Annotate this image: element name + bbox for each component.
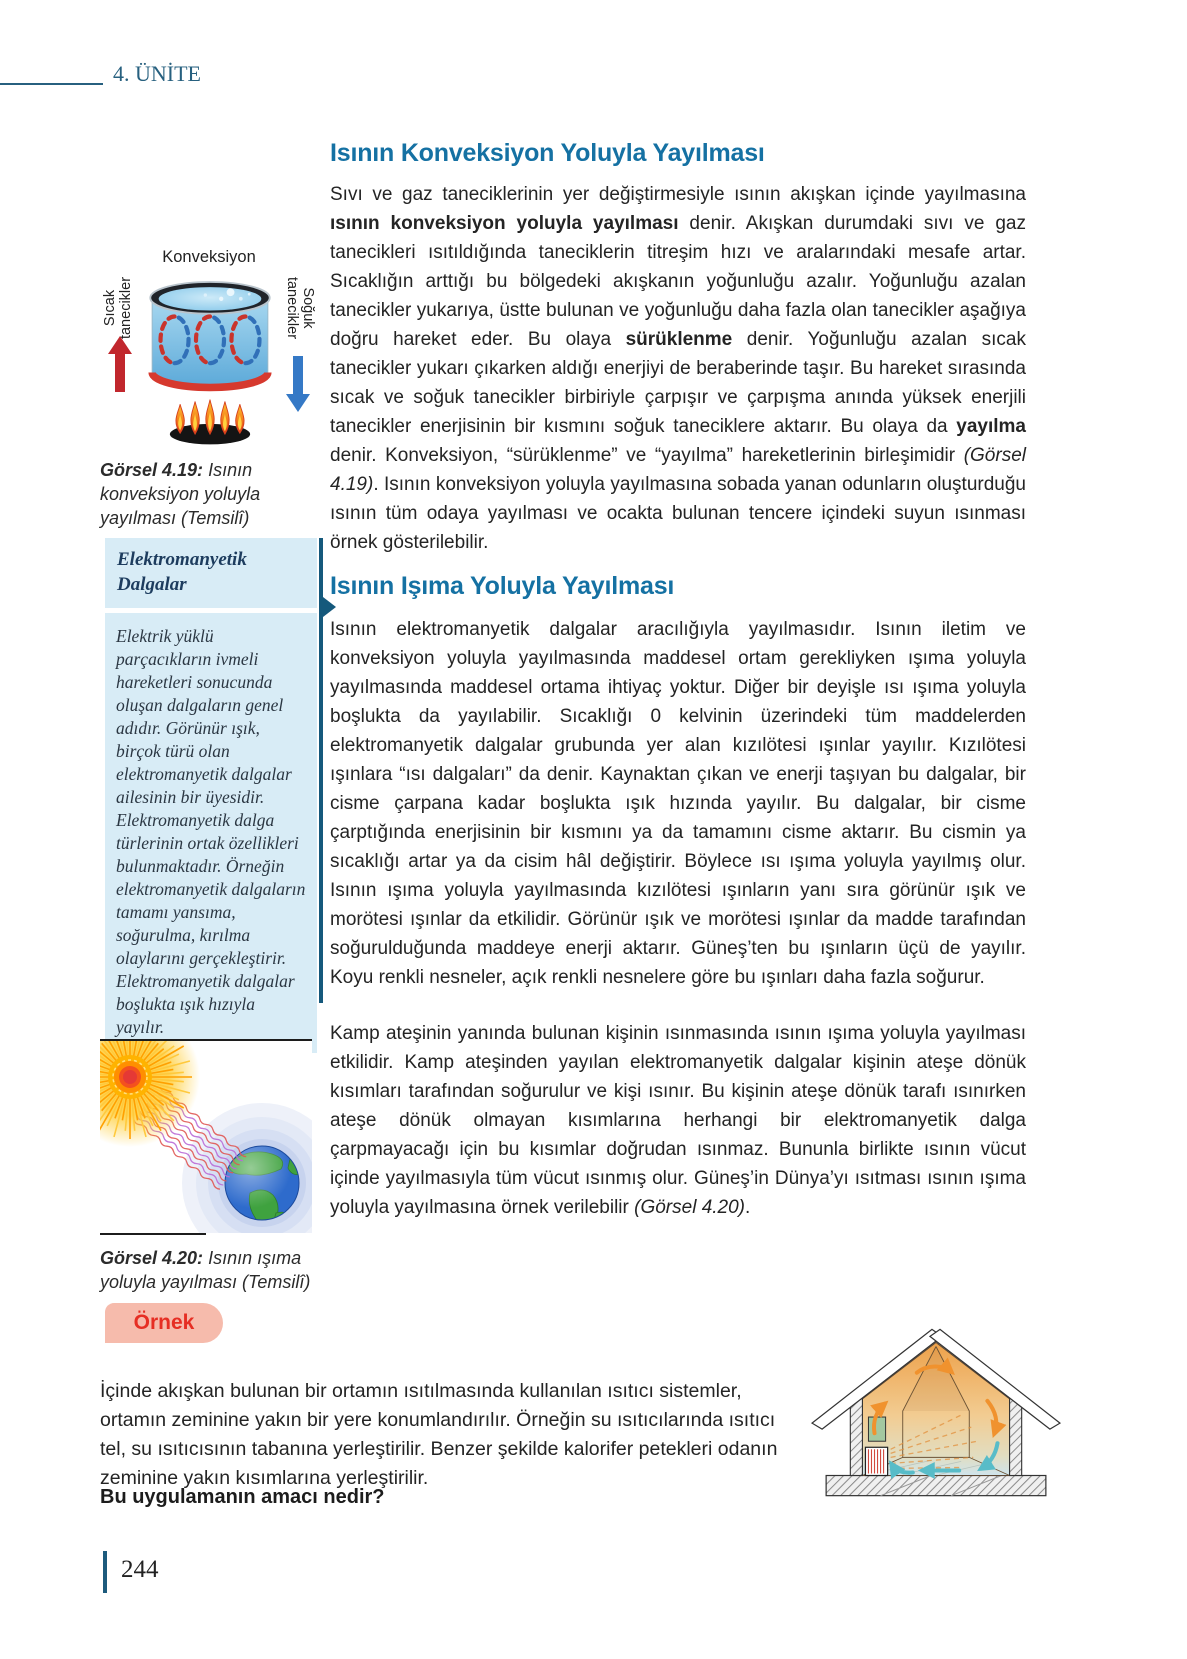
isima-paragraph-1: Isının elektromanyetik dalgalar aracılığıyla yayılmasıdır. Isının iletim ve konveksiyon yoluyla yayılmasında maddesel ortam gerekliyken ışıma yoluyla yayılmasında maddesel ortama ihtiyaç yoktur. Diğer bir deyişle ısı ışıma yoluyla boşlukta da yayılabilir. Sıcaklığı 0 kelvinin üzerindeki tüm maddelerden elektromanyetik dalgalar grubunda yer alan kızılötesi ışınlar yayılır. Kızılötesi ışınlara “ısı dalgaları” da denir. Kaynaktan çıkan ve enerji taşıyan bu dalgalar, bir cisme çarpana kadar boşlukta ışık hızında yayılır. Bu dalgalar, bir cisme çarptığında enerjisinin bir kısmını ya da tamamını cisme aktarır. Bu cismin ya sıcaklığı artar ya da cisim hâl değiştirir. Böylece ısı ışıma yoluyla yayılmış olur. Isının ışıma yoluyla yayılmasında kızılötesi ışınların yanı sıra görünür ışık ve morötesi ışınlar da etkilidir. Görünür ışık ve morötesi ışınlar da madde tarafından soğurulduğunda maddeye enerji aktarır. Güneş’ten bu ışınların üçü de yayılır. Koyu renkli nesneler, açık renkli nesnelere göre bu ışınları daha fazla soğurur. (330, 619, 1026, 988)
isima-paragraph-2: Kamp ateşinin yanında bulunan kişinin ısınmasında ısının ışıma yoluyla yayılması etkilidir. Kamp ateşinden yayılan elektromanyetik dalgalar kişinin ateşe dönük kısımları tarafından soğurulur ve kişi ısınır. Bu kişinin ateşe dönük tarafı ısınırken ateşe dönük olmayan kısımlarına herhangi bir elektromanyetik dalga çarpmayacağı için bu kısımlar doğrudan ısınmaz. Bununla birlikte ısının vücut içinde yayılmasıyla tüm vücut ısınmış olur. Güneş’in Dünya’yı ısıtması ısının ışıma yoluyla yayılmasına örnek verilebilir (Görsel 4.20). (330, 1023, 1026, 1218)
konveksiyon-paragraph: Sıvı ve gaz taneciklerinin yer değiştirmesiyle ısının akışkan içinde yayılmasına ısının konveksiyon yoluyla yayılması denir. Akışkan durumdaki sıvı ve gaz tanecikleri ısıtıldığında taneciklerin titreşim hızı ve aralarındaki mesafe artar. Sıcaklığın arttığı bu bölgedeki akışkanın yoğunluğu azalır. Yoğunluğu azalan tanecikler yukarıya, üstte bulunan ve yoğunluğu daha fazla olan tanecikler aşağıya doğru hareket eder. Bu olaya sürüklenme denir. Yoğunluğu azalan sıcak tanecikler yukarı çıkarken aldığı enerjiyi de beraberinde taşır. Bu hareket sırasında sıcak ve soğuk tanecikler birbiriyle çarpışır ve çarpışma anında yüksek enerjili tanecikler enerjisinin bir kısmını soğuk taneciklere aktarır. Bu olaya da yayılma denir. Konveksiyon, “sürüklenme” ve “yayılma” hareketlerinin birleşimidir (Görsel 4.19). Isının konveksiyon yoluyla yayılmasına sobada yanan odunların oluşturduğu ısının tüm odaya yayılması ve ocakta bulunan tencere içindeki suyun ısınması örnek gösterilebilir. (330, 184, 1026, 553)
house-heating-illustration (810, 1320, 1062, 1504)
caption-419-label: Görsel 4.19: (100, 460, 204, 480)
figure-420-bottom-rule (100, 1233, 206, 1235)
figure-isima (100, 1041, 312, 1233)
sun-earth-illustration (100, 1041, 312, 1233)
cold-particles-label: Soğuk tanecikler (284, 276, 316, 340)
caption-gorsel-419 (100, 458, 308, 530)
section-title-konveksiyon: Isının Konveksiyon Yoluyla Yayılması (330, 138, 765, 167)
caption-420-label: Görsel 4.20: (100, 1248, 204, 1268)
page-number: 244 (121, 1556, 159, 1583)
left-wall (850, 1399, 862, 1476)
page-number-rule (103, 1551, 107, 1593)
em-waves-infobox (105, 538, 317, 1053)
window (868, 1417, 885, 1441)
header-rule (0, 83, 103, 85)
konveksiyon-diagram-label: Konveksiyon (162, 248, 256, 266)
figure-konveksiyon (98, 240, 320, 455)
example-paragraph: İçinde akışkan bulunan bir ortamın ısıtılmasında kullanılan ısıtıcı sistemler, ortamın zeminine yakın bir yere konumlandırılır. Örneğin su ısıtıcılarında ısıtıcı tel, su ısıtıcısının tabanına yerleştirilir. Benzer şekilde kalorifer petekleri odanın zeminine yakın kısımlarına yerleştirilir. (100, 1379, 778, 1489)
sun-icon (100, 1041, 200, 1147)
section-title-isima: Isının Işıma Yoluyla Yayılması (330, 571, 675, 600)
radiator (865, 1447, 887, 1475)
infobox-title: Elektromanyetik Dalgalar (105, 538, 317, 608)
caption-419-text: Isının konveksiyon yoluyla yayılması (Temsilî) (100, 460, 261, 528)
ornek-badge: Örnek (105, 1303, 223, 1343)
hot-particles-label: Sıcak tanecikler (102, 276, 134, 340)
caption-420-text: Isının ışıma yoluyla yayılması (Temsilî) (100, 1248, 311, 1292)
convection-pot-illustration (140, 268, 280, 450)
cold-down-arrow-icon (286, 356, 310, 412)
hot-up-arrow-icon (108, 336, 132, 392)
caption-gorsel-420 (100, 1246, 322, 1294)
ground (826, 1476, 1046, 1496)
right-wall (1010, 1399, 1022, 1476)
infobox-body: Elektrik yüklü parçacıkların ivmeli hareketleri sonucunda oluşan dalgaların genel adıdır. Görünür ışık, birçok türü olan elektromanyetik dalgalar ailesinin bir üyesidir. Elektromanyetik dalga türlerinin ortak özellikleri bulunmaktadır. Örneğin elektromanyetik dalgaların tamamı yansıma, soğurulma, kırılma olaylarını gerçekleştirir. Elektromanyetik dalgalar boşlukta ışık hızıyla yayılır. (105, 613, 317, 1053)
unit-label: 4. ÜNİTE (113, 61, 201, 86)
example-question: Bu uygulamanın amacı nedir? (100, 1486, 385, 1508)
